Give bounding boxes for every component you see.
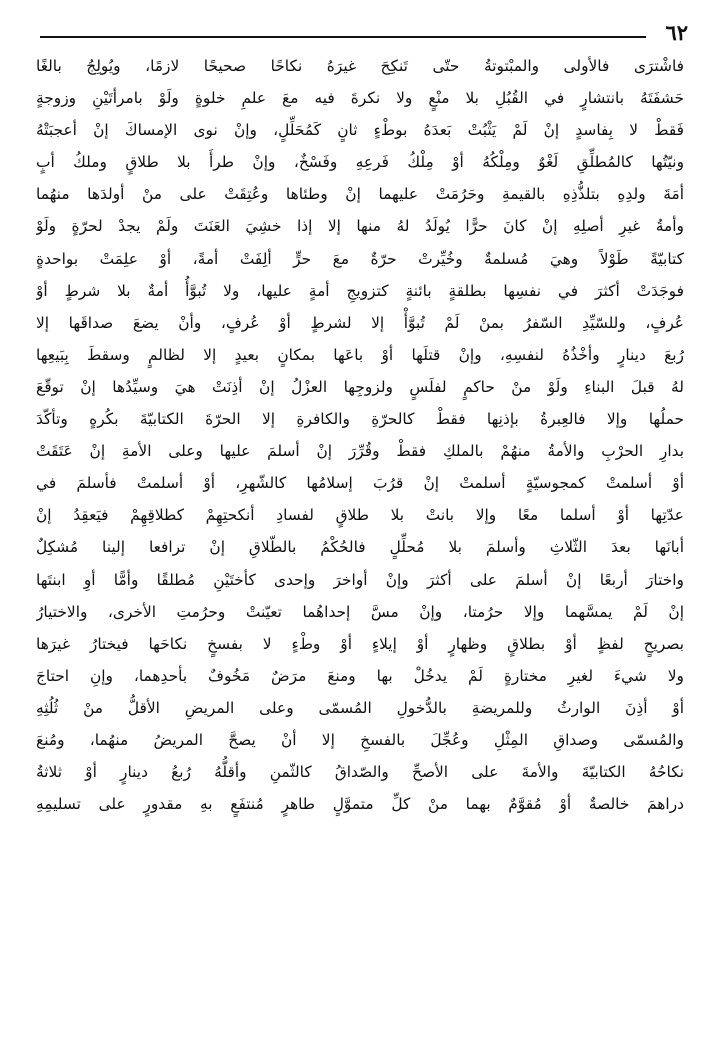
- page-number: ٦٢: [665, 20, 688, 45]
- text-line: وأمةُ غيرِ أصلِهِ إنْ كانَ حرًّا يُولَدُ لهُ منها إلا إذا خشِيَ العَنَتَ ولَمْ يجدْ لحرّةٍ ولَوْ: [36, 217, 684, 236]
- text-line: أمَةَ ولدِهِ بتلذُّذِهِ بالقيمةِ وحَرُمَتْ عليهما إنْ وطئاها وعُتِقَتْ على منْ أولدَها منهُما: [36, 185, 684, 204]
- text-line: كتابيّةً طَوْلاً وهيَ مُسلمةٌ وخُيِّرتْ حرّةٌ معَ حرٍّ ألِفَتْ أمةً، أوْ علِمَتْ بواحدةٍ: [36, 249, 684, 268]
- text-line: فاشْترَى فالأولى والمبْتوتةُ حتّى تَنكِحَ غيرَهُ نكاحًا صحيحًا لازمًا، ويُولِجُ بالغًا: [36, 57, 684, 75]
- text-line: نكاحُهُ الكتابيّةَ والأمةَ على الأصحِّ والصّداقُ كالثّمنِ وأقلُّهُ رُبعُ دينارٍ أوْ ثلاثةُ: [36, 763, 684, 782]
- text-line: لهُ قبلَ البناءِ ولَوْ منْ حاكمٍ لفلَسٍ ولزوجِها العزْلُ إنْ أذِنَتْ هيَ وسيِّدُها إنْ توقّعَ: [36, 377, 684, 396]
- text-line: إنْ لَمْ يمسَّهما وإلا حرُمتا، وإنْ مسَّ إحداهُما تعيّنتْ وحرُمتِ الأخرى، والاختيارُ: [36, 602, 684, 621]
- text-line: دراهمَ خالصةٌ أوْ مُقوَّمٌ بهما منْ كلِّ متموَّلٍ طاهرٍ مُنتفَعٍ بهِ مقدورٍ على تسليمِهِ: [36, 795, 684, 814]
- text-line: عدّتِها أوْ أسلما معًا وإلا بانتْ بلا طلاقٍ لفسادِ أنكحتِهِمْ كطلاقِهِمْ فيَعقِدُ إنْ: [36, 506, 684, 525]
- text-line: بصريحٍ لفظٍ أوْ بطلاقٍ وظهارٍ أوْ إيلاءٍ أوْ وطْءٍ لا بفسخٍ نكاحَها فيختارُ غيرَها: [36, 634, 684, 653]
- text-line: عُرفٍ، وللسّيِّدِ السّفرُ بمنْ لَمْ تُبوَّأْ إلا لشرطٍ أوْ عُرفٍ، وأنْ يضعَ صداقَها إلا: [36, 313, 684, 332]
- text-line: ونيّتُها كالمُطلِّقِ لَغْوٌ ومِلْكُهُ أوْ مِلْكُ فَرعِهِ وفَسْخٌ، وإنْ طرأَ بلا طلاقٍ وملكُ أبٍ: [36, 153, 684, 172]
- body-text: [36, 50, 684, 820]
- text-line: حَشفَتَهُ بانتشارٍ في القُبُلِ بلا منْعٍ ولا نكرةَ فيه معَ علمِ خلوةٍ ولَوْ بامرأتَيْنِ وزوجةٍ: [36, 89, 684, 108]
- page-header: [40, 22, 688, 44]
- text-line: فَقطْ لا بِفاسدٍ إنْ لَمْ يَثْبُتْ بَعدَهُ بوطْءٍ ثانٍ كَمُحَلِّلٍ، وإنْ نوى الإمساكَ إنْ أعجبَتْهُ: [36, 121, 684, 140]
- text-line: أوْ أذِنَ الوارثُ وللمريضةِ بالدُّخولِ المُسمّى وعلى المريضِ الأقلُّ منْ ثُلُثِهِ: [36, 698, 684, 717]
- text-line: بدارِ الحرْبِ والأمةُ منهُمْ بالملكِ فقطْ وقُرِّرَ إنْ أسلمَ عليها وعلى الأمةِ إنْ عَتَقَتْ: [36, 442, 684, 461]
- text-line: والمُسمّى وصداقِ المِثْلِ وعُجِّلَ بالفسخِ إلا أنْ يصحَّ المريضُ منهُما، ومُنعَ: [36, 730, 684, 749]
- text-line: رُبعَ دينارٍ وأخْذُهُ لنفسِهِ، وإنْ قتلَها أوْ باعَها بمكانٍ بعيدٍ إلا لظالمٍ وسقطَ بِبَيعِها: [36, 345, 684, 364]
- header-rule: [40, 36, 646, 38]
- text-line: واختارَ أربعًا إنْ أسلمَ على أكثرَ وإنْ أواخرَ وإحدى كأختَيْنِ مُطلقًا وأمًّا أوِ ابنتَها: [36, 570, 684, 589]
- text-line: أبانَها بعدَ الثّلاثِ وأسلمَ بلا مُحلِّلٍ فالحُكْمُ بالطّلاقِ إنْ ترافعا إلينا مُشكِلٌ: [36, 538, 684, 557]
- text-line: حملُها وإلا فالعِبرةُ بإذنِها فقطْ كالحرّةِ والكافرةِ إلا الحرّةَ الكتابيّةَ بكُرهٍ وتأكّدَ: [36, 410, 684, 429]
- text-line: أوْ أسلمتْ كمجوسيّةٍ أسلمتْ إنْ قرُبَ إسلامُها كالشّهرِ، أوْ أسلمتْ فأسلمَ في: [36, 474, 684, 493]
- text-line: ولا شيءَ لغيرِ مختارةٍ لَمْ يدخُلْ بها ومنعَ مرَضٌ مَخُوفٌ بأحدِهما، وإنِ احتاجَ: [36, 666, 684, 685]
- text-line: فوجَدَتْ أكثرَ في نفسِها بطلقةٍ بائنةٍ كتزويجِ أمةٍ عليها، ولا تُبوَّأُ أمةٌ بلا شرطٍ أوْ: [36, 281, 684, 300]
